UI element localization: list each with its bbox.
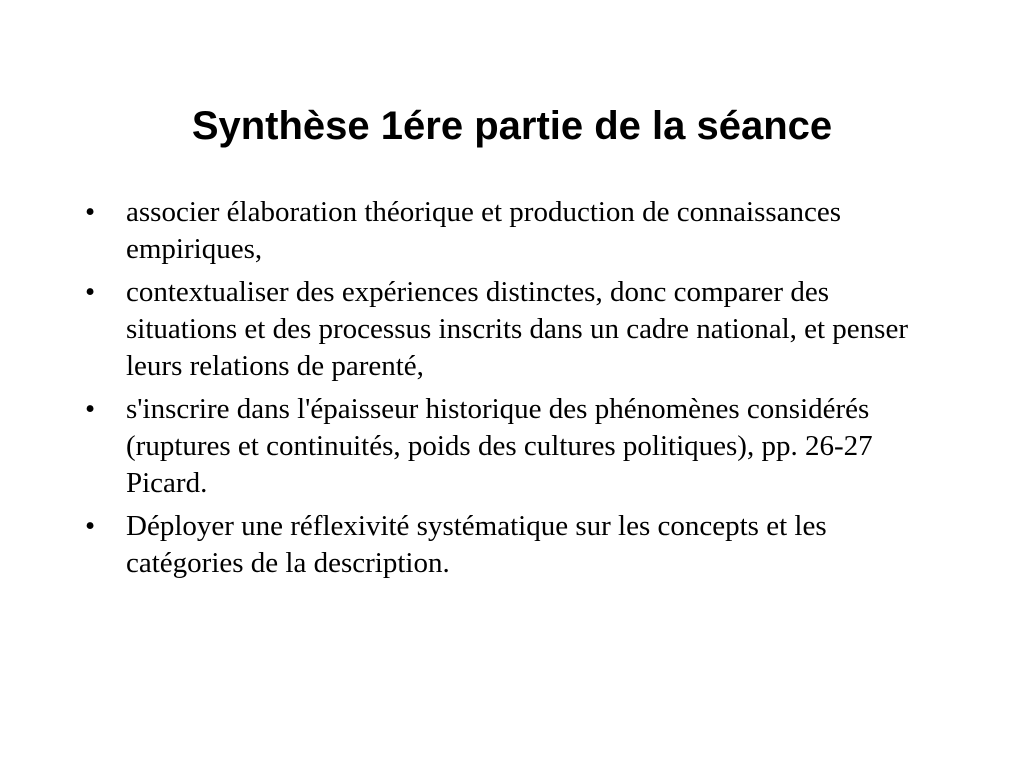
bullet-text: Déployer une réflexivité systématique sur les concepts et les catégories de la description. <box>126 510 827 579</box>
bullet-text: contextualiser des expériences distinctes, donc comparer des situations et des processus inscrits dans un cadre national, et penser leurs relations de parenté, <box>126 276 908 382</box>
bullet-text: associer élaboration théorique et production de connaissances empiriques, <box>126 196 842 265</box>
bullet-dot-icon: • <box>85 510 96 542</box>
bullet-item <box>85 274 915 385</box>
slide-title: Synthèse 1ére partie de la séance <box>191 104 833 148</box>
bullet-dot-icon: • <box>85 276 96 308</box>
bullet-item <box>85 508 915 582</box>
bullet-item <box>85 391 915 502</box>
bullet-list <box>85 194 915 588</box>
bullet-item <box>85 194 915 268</box>
bullet-dot-icon: • <box>85 393 96 425</box>
bullet-dot-icon: • <box>85 196 96 228</box>
bullet-text: s'inscrire dans l'épaisseur historique des phénomènes considérés (ruptures et continuités, poids des cultures politiques), pp. 26-27 Picard. <box>126 393 873 499</box>
